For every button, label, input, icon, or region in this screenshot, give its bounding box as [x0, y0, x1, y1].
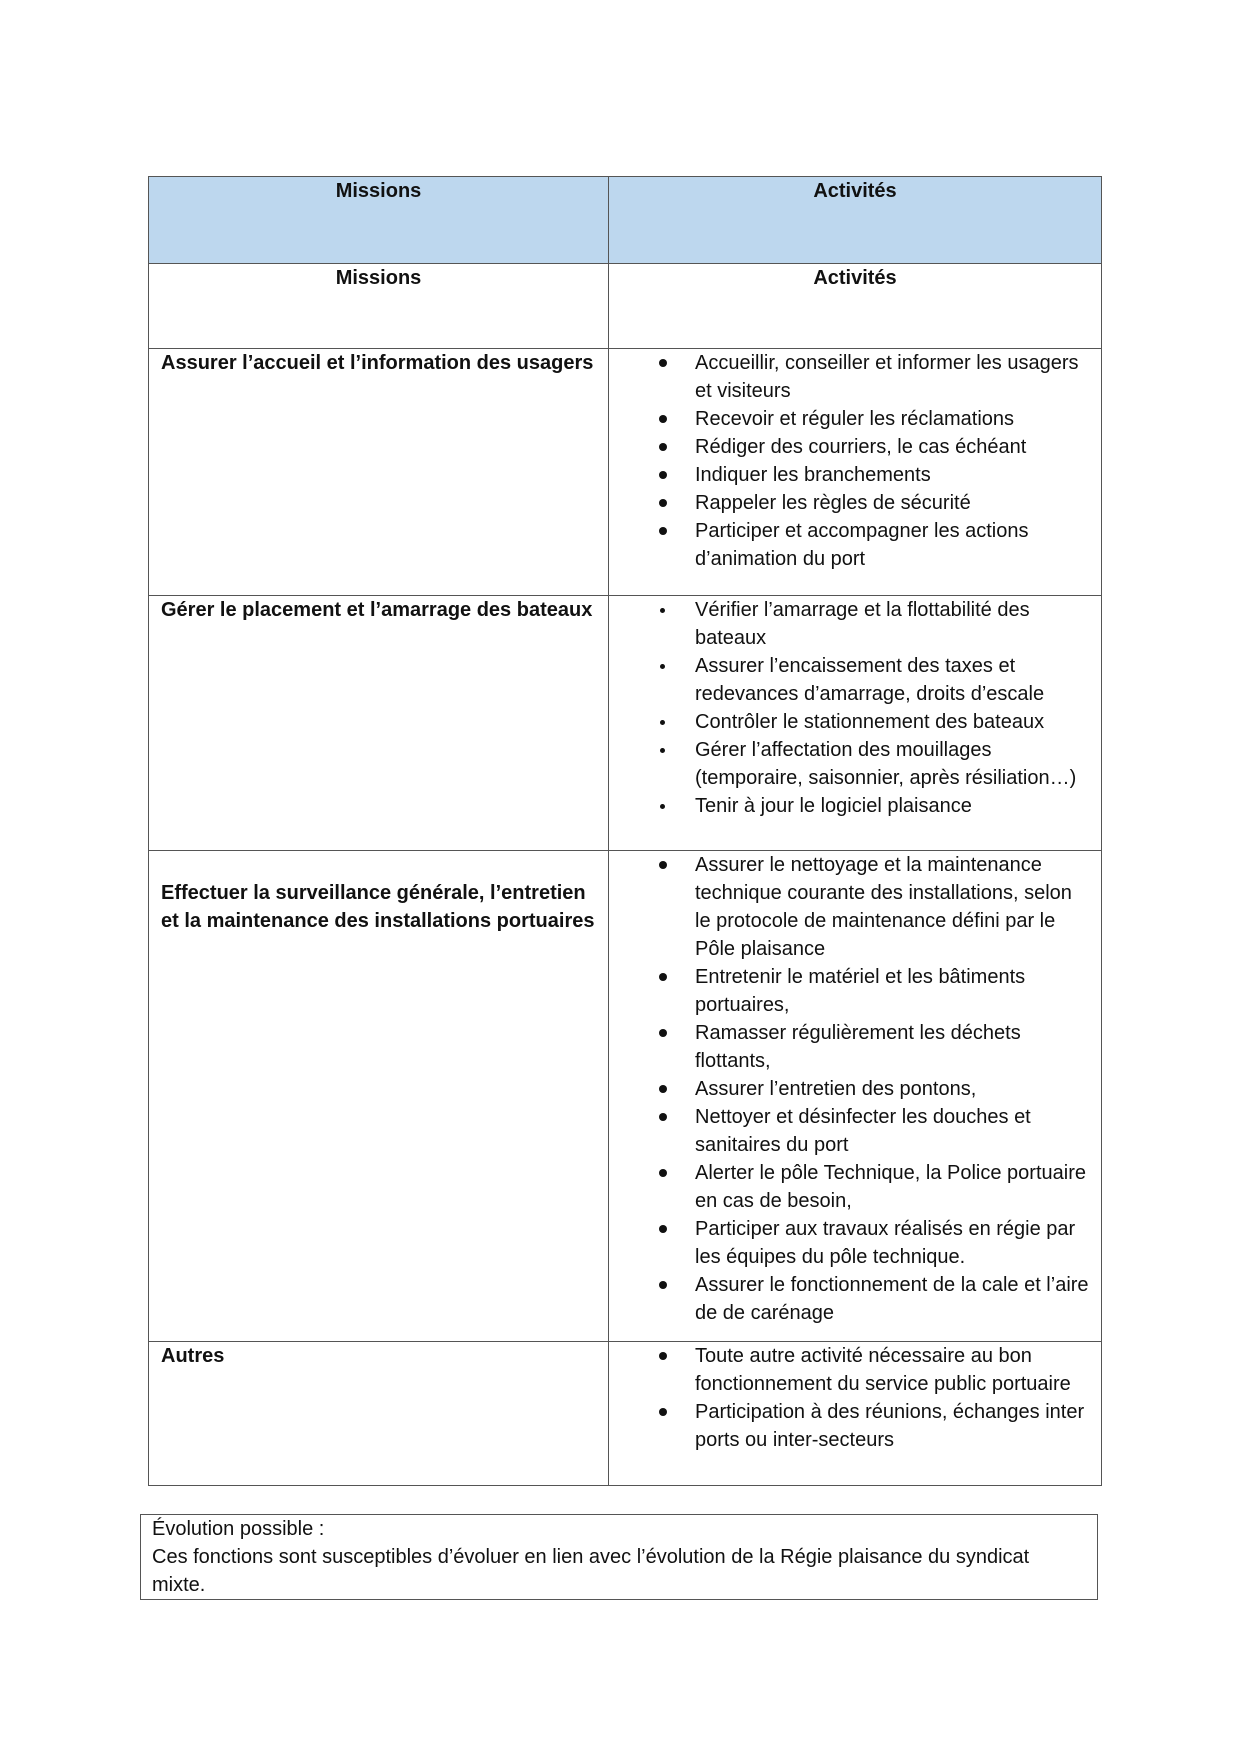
activities-list — [609, 851, 1093, 1327]
table-subheader-row — [149, 264, 1102, 349]
list-item — [609, 1342, 1093, 1398]
activity-text: Participation à des réunions, échanges inter ports ou inter-secteurs — [695, 1401, 1085, 1451]
list-item — [609, 1075, 1093, 1103]
activity-text: Toute autre activité nécessaire au bon fonctionnement du service public portuaire — [695, 1345, 1071, 1395]
table-header-row — [149, 177, 1102, 264]
mission-label: Assurer l’accueil et l’information des usagers — [161, 352, 594, 374]
activity-text: Alerter le pôle Technique, la Police portuaire en cas de besoin, — [695, 1162, 1086, 1212]
activity-text: Recevoir et réguler les réclamations — [695, 408, 1015, 430]
header-missions: Missions — [149, 177, 609, 264]
table-row — [149, 1342, 1102, 1486]
table-row — [149, 596, 1102, 851]
list-item — [609, 433, 1093, 461]
bullet-icon — [659, 1085, 667, 1093]
activity-text: Participer aux travaux réalisés en régie par les équipes du pôle technique. — [695, 1218, 1076, 1268]
list-item — [609, 596, 1093, 652]
activity-text: Assurer l’encaissement des taxes et redevances d’amarrage, droits d’escale — [695, 655, 1045, 705]
bullet-icon — [659, 499, 667, 507]
list-item — [609, 1215, 1093, 1271]
activity-text: Contrôler le stationnement des bateaux — [695, 711, 1045, 733]
list-item — [609, 1019, 1093, 1075]
bullet-icon — [659, 1029, 667, 1037]
list-item — [609, 489, 1093, 517]
activity-text: Entretenir le matériel et les bâtiments portuaires, — [695, 966, 1026, 1016]
activity-text: Rédiger des courriers, le cas échéant — [695, 436, 1027, 458]
activity-text: Tenir à jour le logiciel plaisance — [695, 795, 972, 817]
bullet-icon — [659, 1169, 667, 1177]
list-item — [609, 517, 1093, 573]
bullet-icon — [659, 973, 667, 981]
activity-text: Gérer l’affectation des mouillages (temporaire, saisonnier, après résiliation…) — [695, 739, 1077, 789]
bullet-icon — [659, 359, 667, 367]
list-item — [609, 349, 1093, 405]
activity-text: Participer et accompagner les actions d’animation du port — [695, 520, 1029, 570]
list-item — [609, 1159, 1093, 1215]
activity-text: Assurer le fonctionnement de la cale et l’aire de de carénage — [695, 1274, 1089, 1324]
list-item — [609, 851, 1093, 963]
activity-text: Ramasser régulièrement les déchets flottants, — [695, 1022, 1021, 1072]
list-item — [609, 708, 1093, 736]
list-item — [609, 1398, 1093, 1454]
evolution-box — [140, 1514, 1098, 1600]
bullet-icon — [660, 720, 665, 725]
subheader-activites: Activités — [609, 264, 1102, 349]
bullet-icon — [659, 1281, 667, 1289]
bullet-icon — [660, 608, 665, 613]
evolution-title: Évolution possible : — [152, 1518, 325, 1540]
mission-label: Autres — [161, 1345, 225, 1367]
mission-label: Gérer le placement et l’amarrage des bateaux — [161, 599, 593, 621]
list-item — [609, 1103, 1093, 1159]
list-item — [609, 405, 1093, 433]
table-row — [149, 851, 1102, 1342]
bullet-icon — [659, 443, 667, 451]
list-item — [609, 1271, 1093, 1327]
bullet-icon — [659, 1408, 667, 1416]
bullet-icon — [659, 471, 667, 479]
bullet-icon — [659, 527, 667, 535]
evolution-text: Ces fonctions sont susceptibles d’évoluer en lien avec l’évolution de la Régie plaisance du syndicat mixte. — [152, 1546, 1030, 1596]
activity-text: Rappeler les règles de sécurité — [695, 492, 971, 514]
activity-text: Accueillir, conseiller et informer les usagers et visiteurs — [695, 352, 1079, 402]
missions-activities-table — [148, 176, 1102, 1486]
bullet-icon — [659, 1225, 667, 1233]
list-item — [609, 652, 1093, 708]
bullet-icon — [659, 1352, 667, 1360]
mission-label: Effectuer la surveillance générale, l’entretien et la maintenance des installations portuaires — [161, 882, 595, 932]
list-item — [609, 792, 1093, 820]
activities-list — [609, 349, 1093, 573]
activity-text: Indiquer les branchements — [695, 464, 931, 486]
activity-text: Nettoyer et désinfecter les douches et sanitaires du port — [695, 1106, 1031, 1156]
bullet-icon — [659, 415, 667, 423]
bullet-icon — [659, 861, 667, 869]
activity-text: Assurer l’entretien des pontons, — [695, 1078, 977, 1100]
header-activites: Activités — [609, 177, 1102, 264]
activities-list — [609, 596, 1093, 820]
bullet-icon — [660, 804, 665, 809]
bullet-icon — [660, 748, 665, 753]
activity-text: Vérifier l’amarrage et la flottabilité des bateaux — [695, 599, 1030, 649]
table-row — [149, 349, 1102, 596]
list-item — [609, 736, 1093, 792]
list-item — [609, 963, 1093, 1019]
activity-text: Assurer le nettoyage et la maintenance technique courante des installations, selon le protocole de maintenance défini par le Pôle plaisance — [695, 854, 1072, 960]
activities-list — [609, 1342, 1093, 1454]
list-item — [609, 461, 1093, 489]
bullet-icon — [660, 664, 665, 669]
bullet-icon — [659, 1113, 667, 1121]
subheader-missions: Missions — [149, 264, 609, 349]
